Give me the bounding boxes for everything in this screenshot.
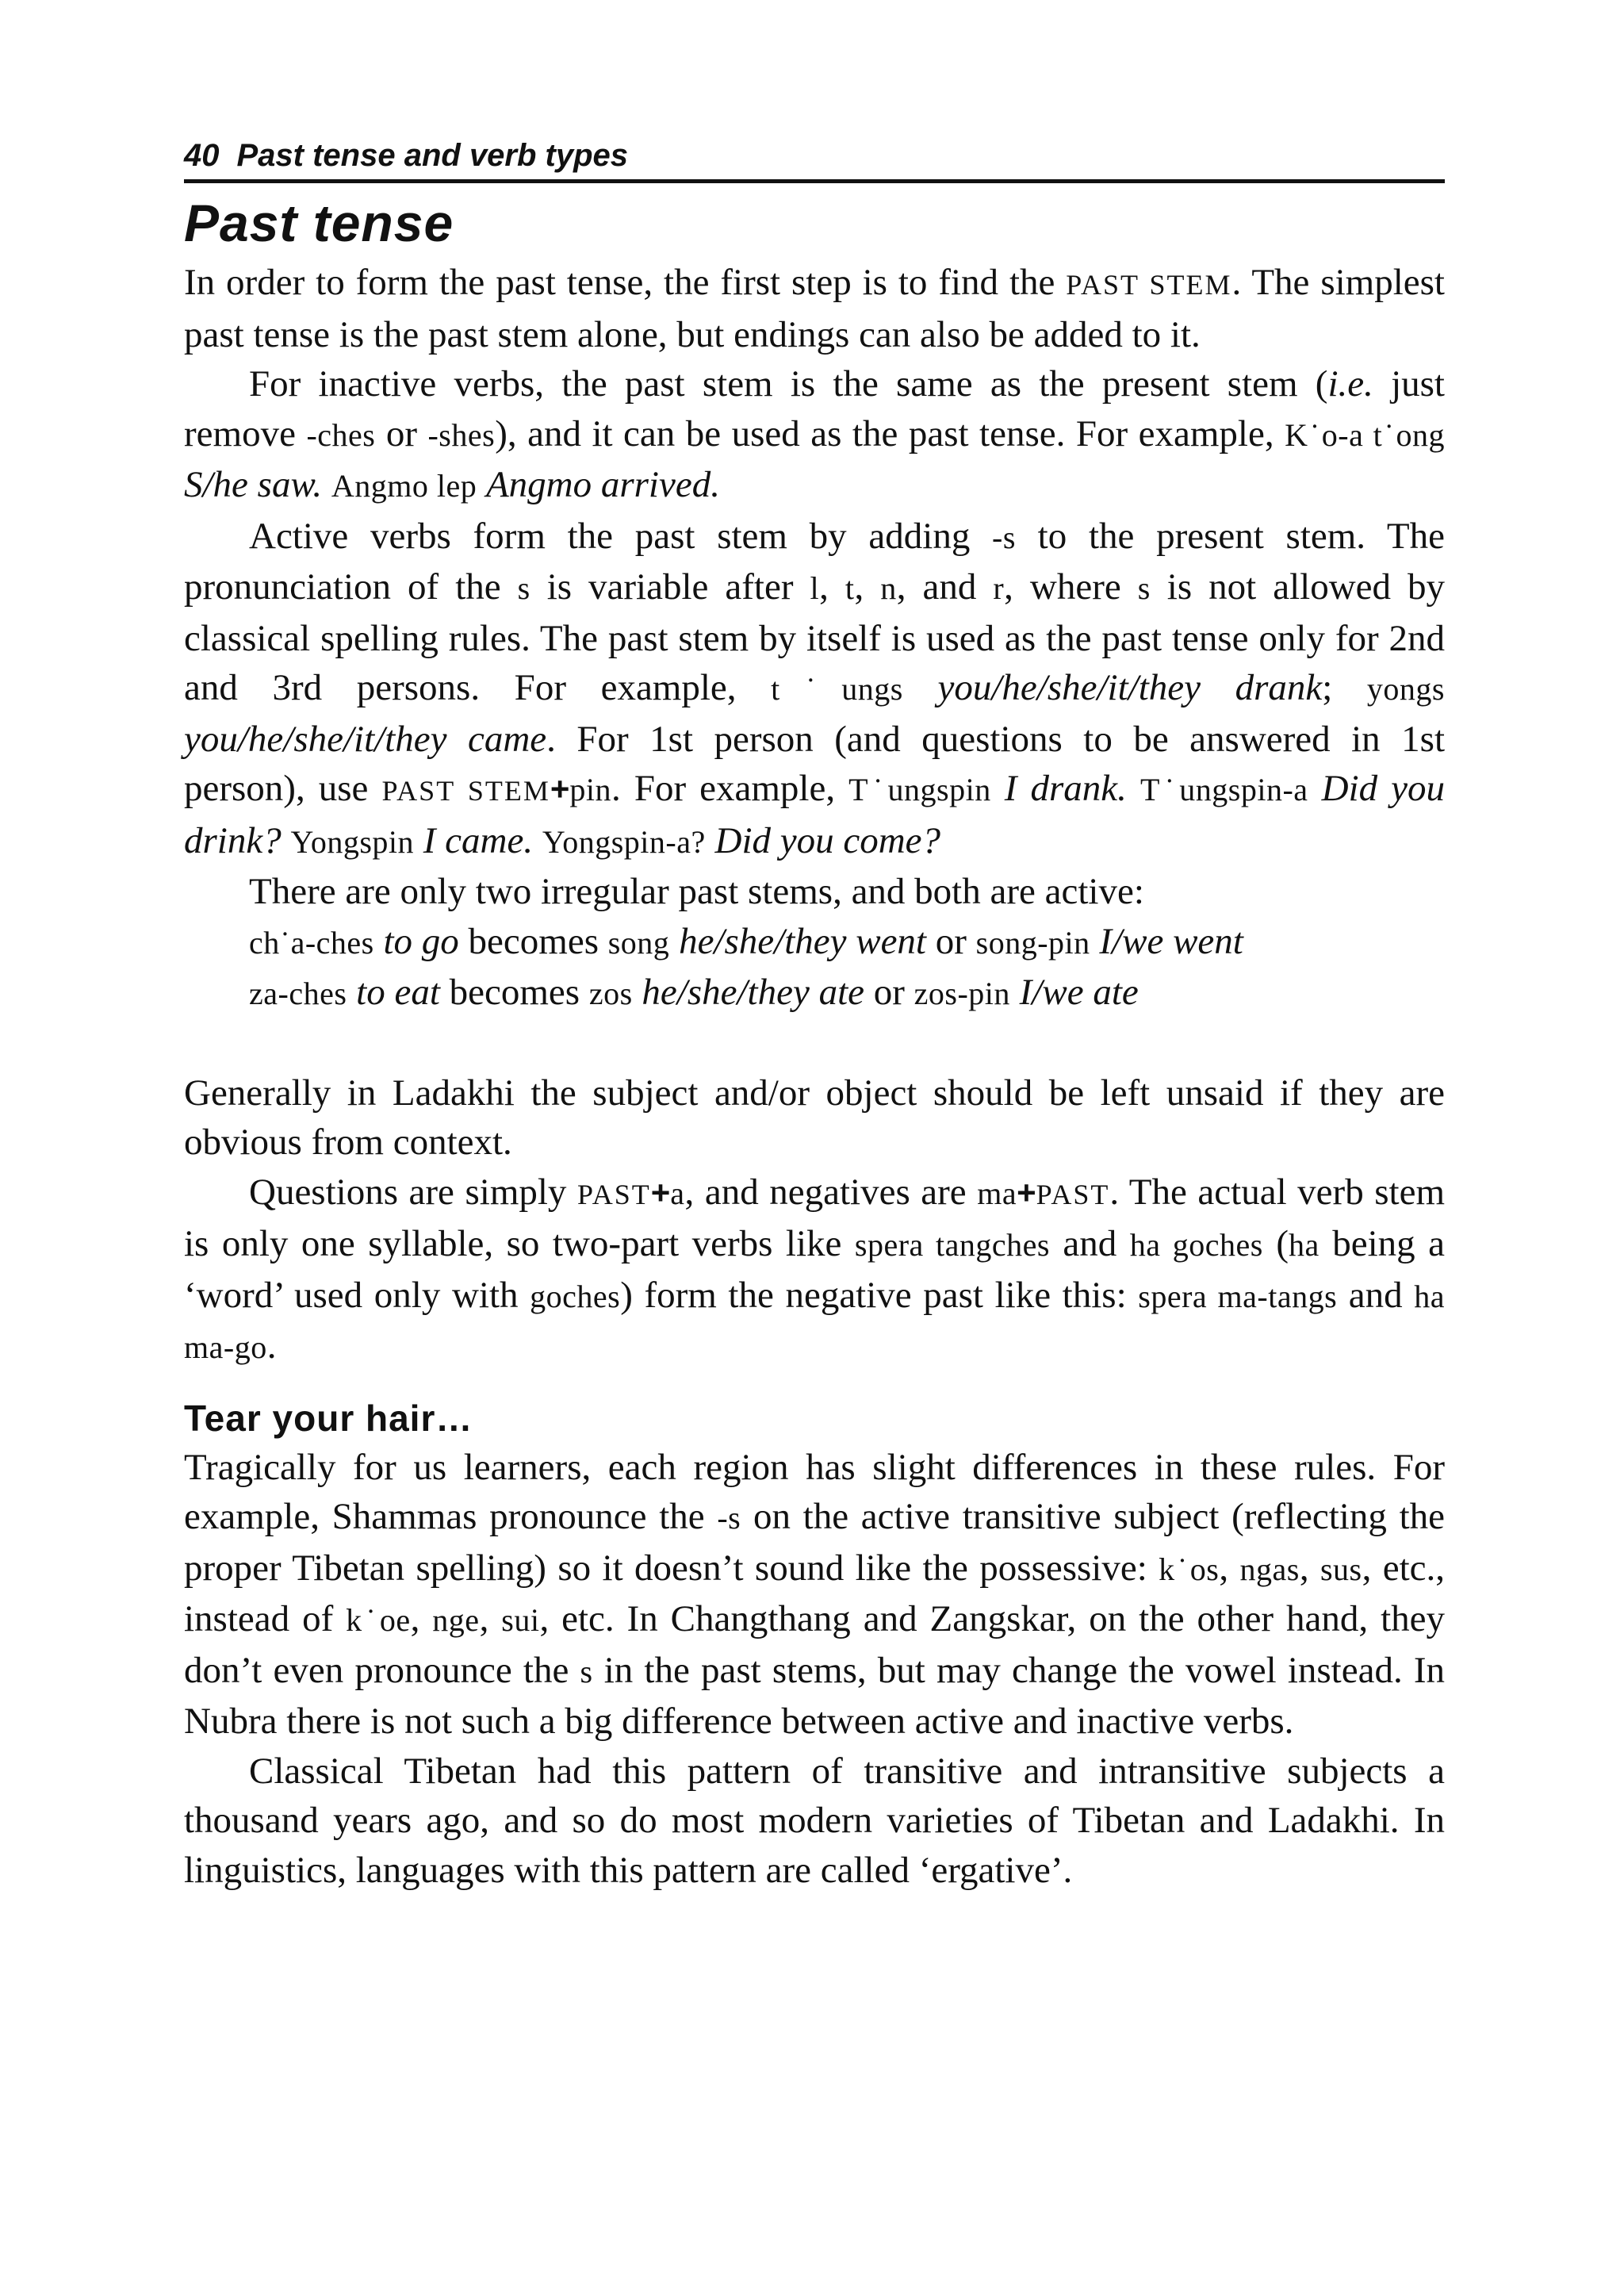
example-line: ch˙a-ches to go becomes song he/she/they went or song-pin I/we went xyxy=(249,920,1243,962)
paragraph-5: Generally in Ladakhi the subject and/or object should be left unsaid if they are obvious from context. xyxy=(184,1072,1445,1163)
paragraph-6: Questions are simply PAST+a, and negatives are ma+PAST. The actual verb stem is only one syllable, so two-part verbs like spera tangches and ha goches (ha being a ‘word’ used only with goches) form the negative past like this: spera ma-tangs and ha ma-go. xyxy=(184,1171,1446,1367)
paragraph-1: In order to form the past tense, the first step is to find the PAST STEM. The simplest past tense is the past stem alone, but endings can also be added to it. xyxy=(184,262,1445,355)
paragraph-8: Classical Tibetan had this pattern of transitive and intransitive subjects a thousand years ago, and so do most modern varieties of Tibetan and Ladakhi. In linguistics, languages with this pattern are called ‘ergative’. xyxy=(184,1750,1445,1891)
blank-line xyxy=(184,1019,1445,1068)
page-number: 40 xyxy=(184,138,220,173)
example-line: za-ches to eat becomes zos he/she/they ate or zos-pin I/we ate xyxy=(249,972,1139,1013)
paragraph-2: For inactive verbs, the past stem is the same as the present stem (i.e. just remove -ches or -shes), and it can be used as the past tense. For example, K˙o-a t˙ong S/he saw. Angmo lep Angmo arrived. xyxy=(184,363,1446,505)
paragraph-7: Tragically for us learners, each region has slight differences in these rules. For example, Shammas pronounce the -s on the active transitive subject (reflecting the proper Tibetan spelling) so it doesn’t sound like the possessive: k˙os, ngas, sus, etc., instead of k˙oe, nge, sui, etc. In Changthang and Zangskar, on the other hand, they don’t even pronounce the s in the past stems, but may change the vowel instead. In Nubra there is not such a big difference between active and inactive verbs. xyxy=(184,1446,1446,1742)
paragraph-4: There are only two irregular past stems, and both are active: xyxy=(249,871,1144,912)
running-title: Past tense and verb types xyxy=(236,138,629,173)
section-title: Past tense xyxy=(184,194,454,252)
paragraph-3: Active verbs form the past stem by adding -s to the present stem. The pronunciation of the s is variable after l, t, n, and r, where s is not allowed by classical spelling rules. The past stem by itself is used as the past tense only for 2nd and 3rd persons. For example, t˙ungs you/he/she/it/they drank; yongs you/he/she/it/they came. For 1st person (and questions to be answered in 1st person), use PAST STEM+pin. For example, T˙ungspin I drank. T˙ungspin-a Did you drink? Yongspin I came. Yongspin-a? Did you come? xyxy=(184,515,1446,861)
subsection-title: Tear your hair… xyxy=(184,1397,473,1439)
running-header xyxy=(184,133,1445,183)
book-page xyxy=(184,133,1445,1895)
irregular-stems-list xyxy=(249,917,1445,1019)
